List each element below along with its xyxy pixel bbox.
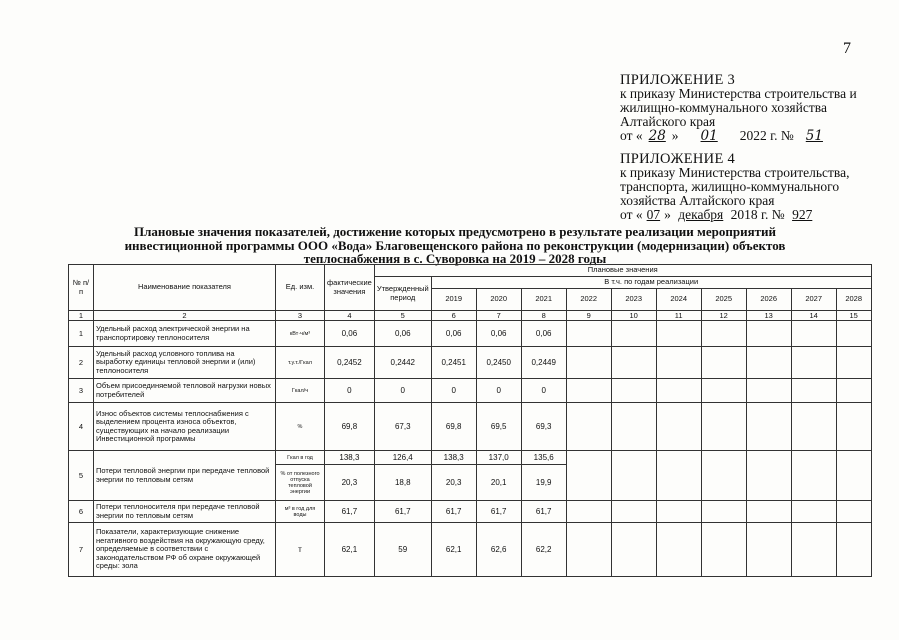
row-name: Объем присоединяемой тепловой нагрузки новых потребителей xyxy=(94,379,276,403)
empty-cell xyxy=(836,523,871,577)
appendix-4-title: ПРИЛОЖЕНИЕ 4 xyxy=(620,151,736,167)
row-name: Удельный расход электрической энергии на транспортировку теплоносителя xyxy=(94,321,276,347)
row-2019: 62,1 xyxy=(431,523,476,577)
empty-cell xyxy=(656,403,701,451)
column-number: 1 xyxy=(69,311,94,321)
column-number: 13 xyxy=(746,311,791,321)
date-day: 07 xyxy=(646,207,661,222)
row-approved: 18,8 xyxy=(374,465,431,501)
date-mid: » xyxy=(671,128,679,143)
column-number: 15 xyxy=(836,311,871,321)
date-prefix: от « xyxy=(620,128,643,143)
column-number: 8 xyxy=(521,311,566,321)
column-number: 12 xyxy=(701,311,746,321)
empty-cell xyxy=(701,501,746,523)
row-2021: 61,7 xyxy=(521,501,566,523)
header-approved: Утвержденный период xyxy=(374,277,431,311)
handwritten-day: 28 xyxy=(648,128,666,144)
header-year: 2020 xyxy=(476,289,521,311)
date-mid: » xyxy=(664,207,671,222)
row-2020: 0 xyxy=(476,379,521,403)
header-by-years: В т.ч. по годам реализации xyxy=(431,277,871,289)
header-planned: Плановые значения xyxy=(374,265,871,277)
appendix-4-line: хозяйства Алтайского края xyxy=(620,193,775,208)
row-2020: 20,1 xyxy=(476,465,521,501)
empty-cell xyxy=(836,501,871,523)
row-unit: т xyxy=(276,523,325,577)
row-2020: 61,7 xyxy=(476,501,521,523)
empty-cell xyxy=(656,347,701,379)
empty-cell xyxy=(566,347,611,379)
row-approved: 0,2442 xyxy=(374,347,431,379)
header-year: 2026 xyxy=(746,289,791,311)
column-number: 7 xyxy=(476,311,521,321)
row-name: Потери тепловой энергии при передаче тепловой энергии по тепловым сетям xyxy=(94,451,276,501)
empty-cell xyxy=(701,403,746,451)
empty-cell xyxy=(611,451,656,501)
row-2019: 69,8 xyxy=(431,403,476,451)
column-number: 2 xyxy=(94,311,276,321)
appendix-4-line: транспорта, жилищно-коммунального xyxy=(620,179,840,194)
row-2020: 0,06 xyxy=(476,321,521,347)
date-year: 2018 г. № xyxy=(730,207,785,222)
header-year: 2025 xyxy=(701,289,746,311)
row-2019: 0,2451 xyxy=(431,347,476,379)
empty-cell xyxy=(566,501,611,523)
row-actual: 20,3 xyxy=(325,465,375,501)
empty-cell xyxy=(791,403,836,451)
row-actual: 0 xyxy=(325,379,375,403)
table-row xyxy=(69,523,872,577)
row-2021: 0 xyxy=(521,379,566,403)
empty-cell xyxy=(791,321,836,347)
empty-cell xyxy=(836,321,871,347)
header-name: Наименование показателя xyxy=(94,265,276,311)
empty-cell xyxy=(701,523,746,577)
date-year: 2022 г. № xyxy=(739,128,794,143)
row-2020: 62,6 xyxy=(476,523,521,577)
empty-cell xyxy=(566,403,611,451)
row-name: Удельный расход условного топлива на выработку единицы тепловой энергии и (или) теплоносителя xyxy=(94,347,276,379)
row-actual: 62,1 xyxy=(325,523,375,577)
row-name: Потери теплоносителя при передаче тепловой энергии по тепловым сетям xyxy=(94,501,276,523)
appendix-3-line: жилищно-коммунального хозяйства xyxy=(620,100,827,115)
row-actual: 138,3 xyxy=(325,451,375,465)
header-actual: фактические значения xyxy=(325,265,375,311)
row-num: 1 xyxy=(69,321,94,347)
empty-cell xyxy=(746,403,791,451)
row-num: 5 xyxy=(69,451,94,501)
column-number: 5 xyxy=(374,311,431,321)
table-row xyxy=(69,501,872,523)
empty-cell xyxy=(746,523,791,577)
row-num: 6 xyxy=(69,501,94,523)
empty-cell xyxy=(611,523,656,577)
row-2021: 19,9 xyxy=(521,465,566,501)
row-actual: 0,06 xyxy=(325,321,375,347)
handwritten-number: 51 xyxy=(805,128,823,144)
row-approved: 0,06 xyxy=(374,321,431,347)
row-approved: 59 xyxy=(374,523,431,577)
row-approved: 67,3 xyxy=(374,403,431,451)
empty-cell xyxy=(566,321,611,347)
empty-cell xyxy=(746,321,791,347)
appendix-4-date xyxy=(620,208,849,222)
row-num: 2 xyxy=(69,347,94,379)
row-2020: 137,0 xyxy=(476,451,521,465)
row-unit: кВт·ч/м³ xyxy=(276,321,325,347)
row-actual: 0,2452 xyxy=(325,347,375,379)
row-unit: Гкал/ч xyxy=(276,379,325,403)
column-number: 3 xyxy=(276,311,325,321)
table-row xyxy=(69,321,872,347)
empty-cell xyxy=(746,501,791,523)
empty-cell xyxy=(656,501,701,523)
empty-cell xyxy=(746,379,791,403)
empty-cell xyxy=(791,451,836,501)
empty-cell xyxy=(656,523,701,577)
row-unit: м³ в год для воды xyxy=(276,501,325,523)
empty-cell xyxy=(566,523,611,577)
indicators-table xyxy=(68,264,872,577)
empty-cell xyxy=(611,501,656,523)
header-year: 2023 xyxy=(611,289,656,311)
empty-cell xyxy=(791,501,836,523)
row-unit: % xyxy=(276,403,325,451)
header-year: 2019 xyxy=(431,289,476,311)
appendix-3-title: ПРИЛОЖЕНИЕ 3 xyxy=(620,72,736,88)
empty-cell xyxy=(611,321,656,347)
header-year: 2024 xyxy=(656,289,701,311)
appendix-3-line: к приказу Министерства строительства и xyxy=(620,86,857,101)
date-number: 927 xyxy=(792,207,813,222)
empty-cell xyxy=(566,451,611,501)
empty-cell xyxy=(656,451,701,501)
row-2020: 69,5 xyxy=(476,403,521,451)
row-2019: 138,3 xyxy=(431,451,476,465)
row-2019: 61,7 xyxy=(431,501,476,523)
row-unit: Гкал в год xyxy=(276,451,325,465)
page-number: 7 xyxy=(843,40,851,57)
empty-cell xyxy=(611,347,656,379)
empty-cell xyxy=(836,379,871,403)
header-unit: Ед. изм. xyxy=(276,265,325,311)
empty-cell xyxy=(701,347,746,379)
row-actual: 61,7 xyxy=(325,501,375,523)
header-year: 2028 xyxy=(836,289,871,311)
row-2021: 0,2449 xyxy=(521,347,566,379)
row-unit: % от полезного отпуска тепловой энергии xyxy=(276,465,325,501)
empty-cell xyxy=(746,451,791,501)
empty-cell xyxy=(611,379,656,403)
header-num: № п/п xyxy=(69,265,94,311)
handwritten-month: 01 xyxy=(700,128,718,144)
appendix-3-block xyxy=(620,73,857,143)
empty-cell xyxy=(656,321,701,347)
column-number: 11 xyxy=(656,311,701,321)
column-number: 4 xyxy=(325,311,375,321)
empty-cell xyxy=(836,451,871,501)
row-unit: т.у.т./Гкал xyxy=(276,347,325,379)
empty-cell xyxy=(566,379,611,403)
table-row xyxy=(69,347,872,379)
empty-cell xyxy=(791,523,836,577)
row-2020: 0,2450 xyxy=(476,347,521,379)
row-2021: 69,3 xyxy=(521,403,566,451)
row-name: Износ объектов системы теплоснабжения с выделением процента износа объектов, существующих на начало реализации Инвестиционной программы xyxy=(94,403,276,451)
empty-cell xyxy=(701,451,746,501)
column-number: 6 xyxy=(431,311,476,321)
row-name: Показатели, характеризующие снижение негативного воздействия на окружающую среду, определяемые в соответствии с законодательством РФ об охране окружающей среды: зола xyxy=(94,523,276,577)
header-year: 2022 xyxy=(566,289,611,311)
empty-cell xyxy=(701,321,746,347)
appendix-3-line: Алтайского края xyxy=(620,114,716,129)
empty-cell xyxy=(791,379,836,403)
row-num: 3 xyxy=(69,379,94,403)
row-num: 7 xyxy=(69,523,94,577)
document-title: Плановые значения показателей, достижение которых предусмотрено в результате реализации мероприятий инвестиционной программы ООО «Вода» Благовещенского района по реконструкции (модернизации) объектов теплоснабжения в с. Суворовка на 2019 – 2028 годы xyxy=(124,224,786,266)
appendix-4-line: к приказу Министерства строительства, xyxy=(620,165,850,180)
row-2021: 62,2 xyxy=(521,523,566,577)
date-month: декабря xyxy=(678,207,724,222)
row-num: 4 xyxy=(69,403,94,451)
header-year: 2027 xyxy=(791,289,836,311)
row-2019: 0,06 xyxy=(431,321,476,347)
empty-cell xyxy=(611,403,656,451)
column-number: 14 xyxy=(791,311,836,321)
row-2019: 0 xyxy=(431,379,476,403)
table-row xyxy=(69,451,872,465)
table-row xyxy=(69,379,872,403)
date-prefix: от « xyxy=(620,207,643,222)
row-2019: 20,3 xyxy=(431,465,476,501)
column-number: 9 xyxy=(566,311,611,321)
empty-cell xyxy=(746,347,791,379)
empty-cell xyxy=(791,347,836,379)
row-approved: 0 xyxy=(374,379,431,403)
table-row xyxy=(69,403,872,451)
appendix-3-date xyxy=(620,129,857,143)
empty-cell xyxy=(836,347,871,379)
row-2021: 135,6 xyxy=(521,451,566,465)
column-number: 10 xyxy=(611,311,656,321)
empty-cell xyxy=(836,403,871,451)
row-2021: 0,06 xyxy=(521,321,566,347)
row-actual: 69,8 xyxy=(325,403,375,451)
header-year: 2021 xyxy=(521,289,566,311)
empty-cell xyxy=(701,379,746,403)
appendix-4-block xyxy=(620,152,849,222)
row-approved: 126,4 xyxy=(374,451,431,465)
empty-cell xyxy=(656,379,701,403)
row-approved: 61,7 xyxy=(374,501,431,523)
